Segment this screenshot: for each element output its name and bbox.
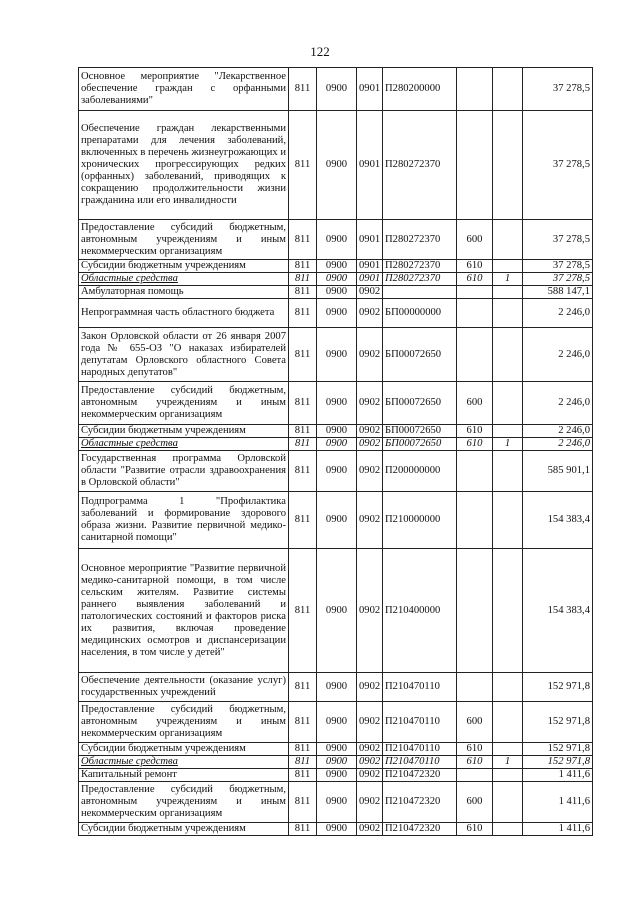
row-target-article: П280272370 bbox=[383, 260, 457, 273]
table-row bbox=[79, 438, 593, 451]
row-amount: 152 971,8 bbox=[523, 673, 593, 702]
row-section: 0900 bbox=[317, 823, 357, 836]
row-section: 0900 bbox=[317, 286, 357, 299]
table-row bbox=[79, 782, 593, 823]
table-row bbox=[79, 549, 593, 673]
row-subsection: 0902 bbox=[357, 702, 383, 743]
row-section: 0900 bbox=[317, 68, 357, 111]
row-section: 0900 bbox=[317, 451, 357, 492]
row-subsection: 0902 bbox=[357, 492, 383, 549]
row-funding-source bbox=[493, 492, 523, 549]
row-funding-source: 1 bbox=[493, 273, 523, 286]
row-section: 0900 bbox=[317, 425, 357, 438]
row-subsection: 0901 bbox=[357, 111, 383, 220]
row-amount: 585 901,1 bbox=[523, 451, 593, 492]
table-row bbox=[79, 756, 593, 769]
row-funding-source: 1 bbox=[493, 438, 523, 451]
row-expense-type: 610 bbox=[457, 425, 493, 438]
row-amount: 37 278,5 bbox=[523, 68, 593, 111]
row-amount: 2 246,0 bbox=[523, 425, 593, 438]
row-expense-type: 610 bbox=[457, 260, 493, 273]
row-expense-type: 600 bbox=[457, 220, 493, 260]
table-row bbox=[79, 743, 593, 756]
row-subsection: 0902 bbox=[357, 286, 383, 299]
table-row bbox=[79, 823, 593, 836]
row-subsection: 0902 bbox=[357, 743, 383, 756]
table-row bbox=[79, 68, 593, 111]
row-org-code: 811 bbox=[289, 756, 317, 769]
row-section: 0900 bbox=[317, 328, 357, 382]
row-name: Подпрограмма 1 "Профилактика заболеваний и формирование здорового образа жизни. Развитие первичной медико-санитарной помощи" bbox=[79, 492, 289, 549]
row-funding-source bbox=[493, 425, 523, 438]
row-funding-source bbox=[493, 111, 523, 220]
row-name: Областные средства bbox=[79, 438, 289, 451]
row-section: 0900 bbox=[317, 111, 357, 220]
row-amount: 37 278,5 bbox=[523, 260, 593, 273]
row-subsection: 0902 bbox=[357, 425, 383, 438]
table-row bbox=[79, 260, 593, 273]
row-target-article: П280272370 bbox=[383, 111, 457, 220]
row-subsection: 0901 bbox=[357, 220, 383, 260]
row-funding-source bbox=[493, 286, 523, 299]
row-subsection: 0902 bbox=[357, 673, 383, 702]
row-target-article: БП00072650 bbox=[383, 382, 457, 425]
row-amount: 37 278,5 bbox=[523, 220, 593, 260]
row-expense-type: 600 bbox=[457, 782, 493, 823]
table-row bbox=[79, 273, 593, 286]
row-amount: 2 246,0 bbox=[523, 438, 593, 451]
row-section: 0900 bbox=[317, 756, 357, 769]
row-section: 0900 bbox=[317, 743, 357, 756]
table-row bbox=[79, 451, 593, 492]
row-subsection: 0902 bbox=[357, 299, 383, 328]
row-target-article: П280272370 bbox=[383, 273, 457, 286]
row-funding-source bbox=[493, 769, 523, 782]
row-expense-type: 600 bbox=[457, 702, 493, 743]
row-section: 0900 bbox=[317, 382, 357, 425]
row-target-article: П210470110 bbox=[383, 756, 457, 769]
row-org-code: 811 bbox=[289, 451, 317, 492]
table-row bbox=[79, 299, 593, 328]
row-funding-source bbox=[493, 299, 523, 328]
row-amount: 152 971,8 bbox=[523, 743, 593, 756]
row-org-code: 811 bbox=[289, 273, 317, 286]
row-section: 0900 bbox=[317, 273, 357, 286]
row-expense-type bbox=[457, 492, 493, 549]
row-target-article: БП00000000 bbox=[383, 299, 457, 328]
row-section: 0900 bbox=[317, 299, 357, 328]
row-org-code: 811 bbox=[289, 382, 317, 425]
row-name: Предоставление субсидий бюджетным, автономным учреждениям и иным некоммерческим организациям bbox=[79, 702, 289, 743]
row-target-article: П280272370 bbox=[383, 220, 457, 260]
row-name: Предоставление субсидий бюджетным, автономным учреждениям и иным некоммерческим организациям bbox=[79, 382, 289, 425]
row-org-code: 811 bbox=[289, 743, 317, 756]
row-amount: 2 246,0 bbox=[523, 328, 593, 382]
row-amount: 152 971,8 bbox=[523, 702, 593, 743]
row-funding-source bbox=[493, 382, 523, 425]
row-section: 0900 bbox=[317, 782, 357, 823]
row-org-code: 811 bbox=[289, 220, 317, 260]
row-name: Амбулаторная помощь bbox=[79, 286, 289, 299]
row-org-code: 811 bbox=[289, 260, 317, 273]
row-name: Основное мероприятие "Лекарственное обеспечение граждан с орфанными заболеваниями" bbox=[79, 68, 289, 111]
row-expense-type bbox=[457, 111, 493, 220]
row-section: 0900 bbox=[317, 769, 357, 782]
row-amount: 1 411,6 bbox=[523, 823, 593, 836]
row-funding-source bbox=[493, 451, 523, 492]
row-target-article: П210470110 bbox=[383, 743, 457, 756]
row-amount: 2 246,0 bbox=[523, 299, 593, 328]
table-row bbox=[79, 328, 593, 382]
row-amount: 154 383,4 bbox=[523, 549, 593, 673]
row-name: Обеспечение деятельности (оказание услуг) государственных учреждений bbox=[79, 673, 289, 702]
row-amount: 154 383,4 bbox=[523, 492, 593, 549]
row-target-article: БП00072650 bbox=[383, 438, 457, 451]
row-funding-source bbox=[493, 260, 523, 273]
table-row bbox=[79, 220, 593, 260]
row-subsection: 0901 bbox=[357, 260, 383, 273]
row-expense-type: 600 bbox=[457, 382, 493, 425]
row-funding-source bbox=[493, 743, 523, 756]
row-subsection: 0902 bbox=[357, 756, 383, 769]
row-amount: 37 278,5 bbox=[523, 273, 593, 286]
row-amount: 1 411,6 bbox=[523, 769, 593, 782]
row-org-code: 811 bbox=[289, 673, 317, 702]
row-target-article: П280200000 bbox=[383, 68, 457, 111]
budget-table bbox=[78, 67, 593, 836]
row-target-article: П210472320 bbox=[383, 769, 457, 782]
row-amount: 1 411,6 bbox=[523, 782, 593, 823]
row-funding-source bbox=[493, 702, 523, 743]
row-target-article: П210472320 bbox=[383, 782, 457, 823]
row-name: Капитальный ремонт bbox=[79, 769, 289, 782]
row-name: Предоставление субсидий бюджетным, автономным учреждениям и иным некоммерческим организациям bbox=[79, 220, 289, 260]
row-target-article bbox=[383, 286, 457, 299]
row-section: 0900 bbox=[317, 492, 357, 549]
row-target-article: П210470110 bbox=[383, 673, 457, 702]
row-subsection: 0901 bbox=[357, 68, 383, 111]
row-org-code: 811 bbox=[289, 111, 317, 220]
row-expense-type bbox=[457, 451, 493, 492]
row-org-code: 811 bbox=[289, 702, 317, 743]
row-expense-type bbox=[457, 673, 493, 702]
row-org-code: 811 bbox=[289, 782, 317, 823]
row-expense-type: 610 bbox=[457, 273, 493, 286]
row-subsection: 0902 bbox=[357, 823, 383, 836]
row-org-code: 811 bbox=[289, 328, 317, 382]
row-org-code: 811 bbox=[289, 492, 317, 549]
table-row bbox=[79, 673, 593, 702]
row-subsection: 0902 bbox=[357, 328, 383, 382]
row-expense-type bbox=[457, 299, 493, 328]
page-number: 122 bbox=[310, 44, 330, 59]
row-section: 0900 bbox=[317, 549, 357, 673]
row-funding-source: 1 bbox=[493, 756, 523, 769]
row-name: Государственная программа Орловской области "Развитие отрасли здравоохранения в Орловской области" bbox=[79, 451, 289, 492]
row-subsection: 0902 bbox=[357, 382, 383, 425]
row-target-article: П210470110 bbox=[383, 702, 457, 743]
row-org-code: 811 bbox=[289, 68, 317, 111]
row-target-article: БП00072650 bbox=[383, 425, 457, 438]
table-row bbox=[79, 769, 593, 782]
row-name: Субсидии бюджетным учреждениям bbox=[79, 260, 289, 273]
row-org-code: 811 bbox=[289, 769, 317, 782]
row-target-article: БП00072650 bbox=[383, 328, 457, 382]
row-funding-source bbox=[493, 823, 523, 836]
row-funding-source bbox=[493, 220, 523, 260]
row-subsection: 0902 bbox=[357, 782, 383, 823]
row-target-article: П210472320 bbox=[383, 823, 457, 836]
table-row bbox=[79, 492, 593, 549]
row-expense-type: 610 bbox=[457, 823, 493, 836]
row-amount: 37 278,5 bbox=[523, 111, 593, 220]
row-org-code: 811 bbox=[289, 425, 317, 438]
row-expense-type: 610 bbox=[457, 756, 493, 769]
row-subsection: 0902 bbox=[357, 438, 383, 451]
row-name: Основное мероприятие "Развитие первичной медико-санитарной помощи, в том числе сельским жителям. Развитие системы раннего выявления заболеваний и патологических состояний и факторов риска их развития, включая проведение медицинских осмотров и диспансеризации населения, в том числе у детей" bbox=[79, 549, 289, 673]
row-name: Непрограммная часть областного бюджета bbox=[79, 299, 289, 328]
row-subsection: 0902 bbox=[357, 549, 383, 673]
table-row bbox=[79, 425, 593, 438]
row-expense-type bbox=[457, 328, 493, 382]
row-subsection: 0901 bbox=[357, 273, 383, 286]
table-row bbox=[79, 286, 593, 299]
table-row bbox=[79, 702, 593, 743]
row-amount: 152 971,8 bbox=[523, 756, 593, 769]
row-amount: 2 246,0 bbox=[523, 382, 593, 425]
row-name: Субсидии бюджетным учреждениям bbox=[79, 743, 289, 756]
row-name: Областные средства bbox=[79, 273, 289, 286]
row-name: Предоставление субсидий бюджетным, автономным учреждениям и иным некоммерческим организациям bbox=[79, 782, 289, 823]
row-name: Закон Орловской области от 26 января 2007 года № 655-ОЗ "О наказах избирателей депутатам Орловского областного Совета народных депутатов" bbox=[79, 328, 289, 382]
row-subsection: 0902 bbox=[357, 451, 383, 492]
table-row bbox=[79, 111, 593, 220]
row-expense-type bbox=[457, 286, 493, 299]
row-expense-type bbox=[457, 549, 493, 673]
row-target-article: П200000000 bbox=[383, 451, 457, 492]
row-section: 0900 bbox=[317, 702, 357, 743]
row-org-code: 811 bbox=[289, 438, 317, 451]
row-section: 0900 bbox=[317, 220, 357, 260]
row-expense-type bbox=[457, 769, 493, 782]
row-funding-source bbox=[493, 549, 523, 673]
row-name: Обеспечение граждан лекарственными препаратами для лечения заболеваний, включенных в перечень жизнеугрожающих и хронических прогрессирующих редких (орфанных) заболеваний, приводящих к сокращению продолжительности жизни гражданина или его инвалидности bbox=[79, 111, 289, 220]
row-amount: 588 147,1 bbox=[523, 286, 593, 299]
table-row bbox=[79, 382, 593, 425]
row-funding-source bbox=[493, 673, 523, 702]
row-expense-type: 610 bbox=[457, 438, 493, 451]
row-section: 0900 bbox=[317, 673, 357, 702]
row-org-code: 811 bbox=[289, 549, 317, 673]
row-org-code: 811 bbox=[289, 823, 317, 836]
row-section: 0900 bbox=[317, 260, 357, 273]
row-name: Субсидии бюджетным учреждениям bbox=[79, 823, 289, 836]
row-target-article: П210000000 bbox=[383, 492, 457, 549]
row-name: Субсидии бюджетным учреждениям bbox=[79, 425, 289, 438]
row-funding-source bbox=[493, 782, 523, 823]
row-org-code: 811 bbox=[289, 286, 317, 299]
row-expense-type: 610 bbox=[457, 743, 493, 756]
row-subsection: 0902 bbox=[357, 769, 383, 782]
row-name: Областные средства bbox=[79, 756, 289, 769]
row-funding-source bbox=[493, 328, 523, 382]
row-target-article: П210400000 bbox=[383, 549, 457, 673]
row-funding-source bbox=[493, 68, 523, 111]
row-section: 0900 bbox=[317, 438, 357, 451]
row-org-code: 811 bbox=[289, 299, 317, 328]
row-expense-type bbox=[457, 68, 493, 111]
